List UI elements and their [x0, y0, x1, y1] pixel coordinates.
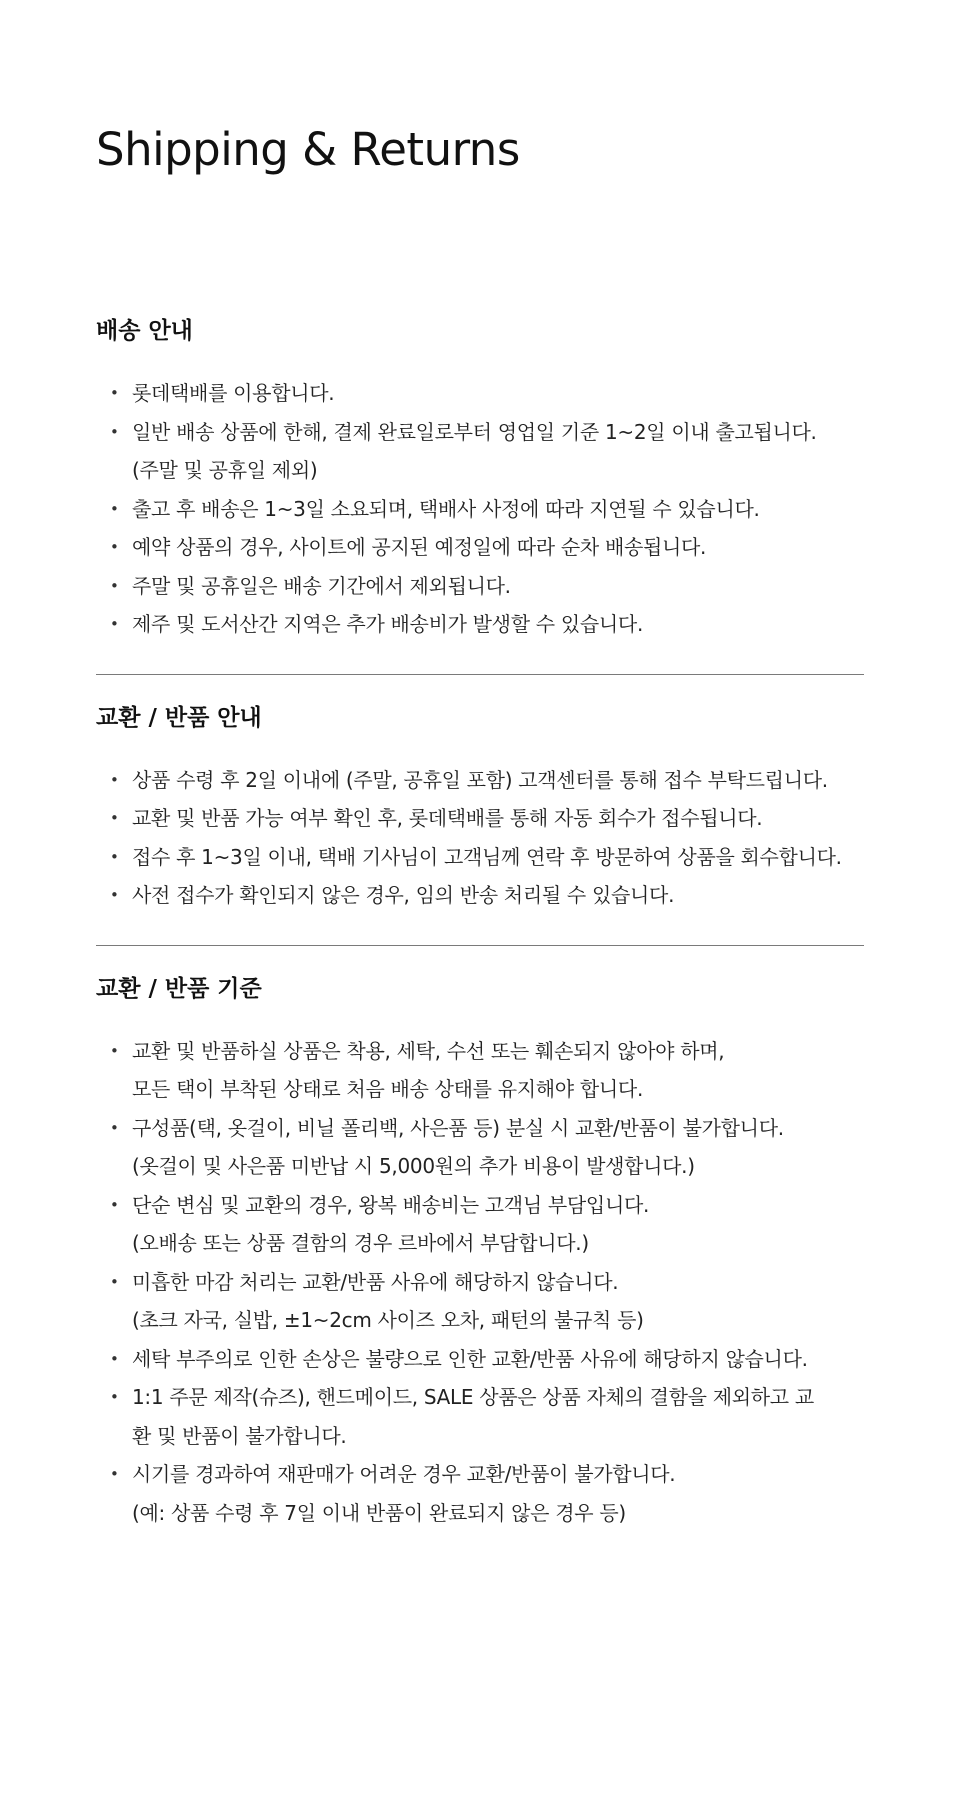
page-title: Shipping & Returns	[96, 123, 520, 176]
exchange-return-info-section	[96, 703, 864, 915]
exchange-return-criteria-list	[96, 1032, 864, 1533]
exchange-return-criteria-section	[96, 974, 864, 1533]
bullet-icon: •	[110, 809, 119, 827]
section-divider	[96, 674, 864, 675]
list-item-note: (오배송 또는 상품 결함의 경우 르바에서 부담합니다.)	[132, 1231, 589, 1255]
list-item-text: 사전 접수가 확인되지 않은 경우, 임의 반송 처리될 수 있습니다.	[132, 883, 675, 907]
section-title: 교환 / 반품 안내	[96, 704, 262, 731]
list-item-text: 접수 후 1~3일 이내, 택배 기사님이 고객님께 연락 후 방문하여 상품을 회수합니다.	[132, 844, 842, 869]
list-item-text-continued: 모든 택이 부착된 상태로 처음 배송 상태를 유지해야 합니다.	[132, 1077, 643, 1101]
list-item	[96, 567, 864, 606]
list-item-text: 미흡한 마감 처리는 교환/반품 사유에 해당하지 않습니다.	[132, 1269, 619, 1294]
list-item-text: 교환 및 반품하실 상품은 착용, 세탁, 수선 또는 훼손되지 않아야 하며,	[132, 1038, 725, 1063]
list-item-text: 일반 배송 상품에 한해, 결제 완료일로부터 영업일 기준 1~2일 이내 출고됩니다.	[132, 419, 817, 444]
bullet-icon: •	[110, 770, 119, 789]
list-item	[96, 528, 864, 567]
list-item	[96, 1455, 864, 1532]
bullet-icon: •	[110, 1041, 119, 1060]
shipping-info-list	[96, 374, 864, 644]
bullet-icon: •	[110, 615, 119, 633]
list-item-note: (옷걸이 및 사은품 미반납 시 5,000원의 추가 비용이 발생합니다.)	[132, 1154, 695, 1178]
bullet-icon: •	[110, 1349, 119, 1368]
list-item	[96, 374, 864, 413]
list-item-text: 출고 후 배송은 1~3일 소요되며, 택배사 사정에 따라 지연될 수 있습니다.	[132, 496, 760, 521]
list-item-note: (주말 및 공휴일 제외)	[132, 458, 318, 482]
list-item-text: 구성품(택, 옷걸이, 비닐 폴리백, 사은품 등) 분실 시 교환/반품이 불가합니다.	[132, 1115, 784, 1140]
list-item	[96, 1109, 864, 1186]
list-item	[96, 761, 864, 800]
list-item-text: 예약 상품의 경우, 사이트에 공지된 예정일에 따라 순차 배송됩니다.	[132, 535, 707, 559]
list-item-text: 1:1 주문 제작(슈즈), 핸드메이드, SALE 상품은 상품 자체의 결함을 제외하고 교	[132, 1385, 814, 1409]
bullet-icon: •	[110, 1195, 119, 1214]
list-item	[96, 490, 864, 529]
list-item-text: 상품 수령 후 2일 이내에 (주말, 공휴일 포함) 고객센터를 통해 접수 부탁드립니다.	[132, 767, 828, 792]
bullet-icon: •	[110, 1465, 119, 1483]
section-title: 배송 안내	[96, 318, 193, 344]
bullet-icon: •	[110, 538, 119, 556]
list-item	[96, 413, 864, 490]
list-item-note: (예: 상품 수령 후 7일 이내 반품이 완료되지 않은 경우 등)	[132, 1500, 626, 1525]
list-item-text: 단순 변심 및 교환의 경우, 왕복 배송비는 고객님 부담입니다.	[132, 1192, 650, 1217]
list-item-text: 교환 및 반품 가능 여부 확인 후, 롯데택배를 통해 자동 회수가 접수됩니다.	[132, 806, 763, 830]
list-item	[96, 1186, 864, 1263]
list-item-text: 롯데택배를 이용합니다.	[132, 381, 335, 405]
bullet-icon: •	[110, 422, 119, 441]
exchange-return-info-list	[96, 761, 864, 915]
bullet-icon: •	[110, 384, 119, 402]
section-title: 교환 / 반품 기준	[96, 975, 262, 1002]
list-item-text: 제주 및 도서산간 지역은 추가 배송비가 발생할 수 있습니다.	[132, 612, 643, 636]
list-item-note: (초크 자국, 실밥, ±1~2cm 사이즈 오차, 패턴의 불규칙 등)	[132, 1308, 644, 1332]
list-item	[96, 876, 864, 915]
list-item-text: 세탁 부주의로 인한 손상은 불량으로 인한 교환/반품 사유에 해당하지 않습니다.	[132, 1346, 808, 1371]
list-item	[96, 1032, 864, 1109]
list-item	[96, 1340, 864, 1379]
list-item	[96, 1263, 864, 1340]
bullet-icon: •	[110, 576, 119, 595]
bullet-icon: •	[110, 1118, 119, 1137]
list-item	[96, 605, 864, 644]
shipping-info-section	[96, 316, 864, 644]
bullet-icon: •	[110, 847, 119, 866]
list-item-text: 시기를 경과하여 재판매가 어려운 경우 교환/반품이 불가합니다.	[132, 1462, 676, 1486]
list-item	[96, 1378, 864, 1455]
list-item-text: 주말 및 공휴일은 배송 기간에서 제외됩니다.	[132, 573, 511, 598]
bullet-icon: •	[110, 886, 119, 904]
bullet-icon: •	[110, 1388, 119, 1406]
list-item	[96, 799, 864, 838]
list-item	[96, 838, 864, 877]
section-divider	[96, 945, 864, 946]
bullet-icon: •	[110, 1272, 119, 1291]
bullet-icon: •	[110, 499, 119, 518]
list-item-text-continued: 환 및 반품이 불가합니다.	[132, 1423, 347, 1448]
